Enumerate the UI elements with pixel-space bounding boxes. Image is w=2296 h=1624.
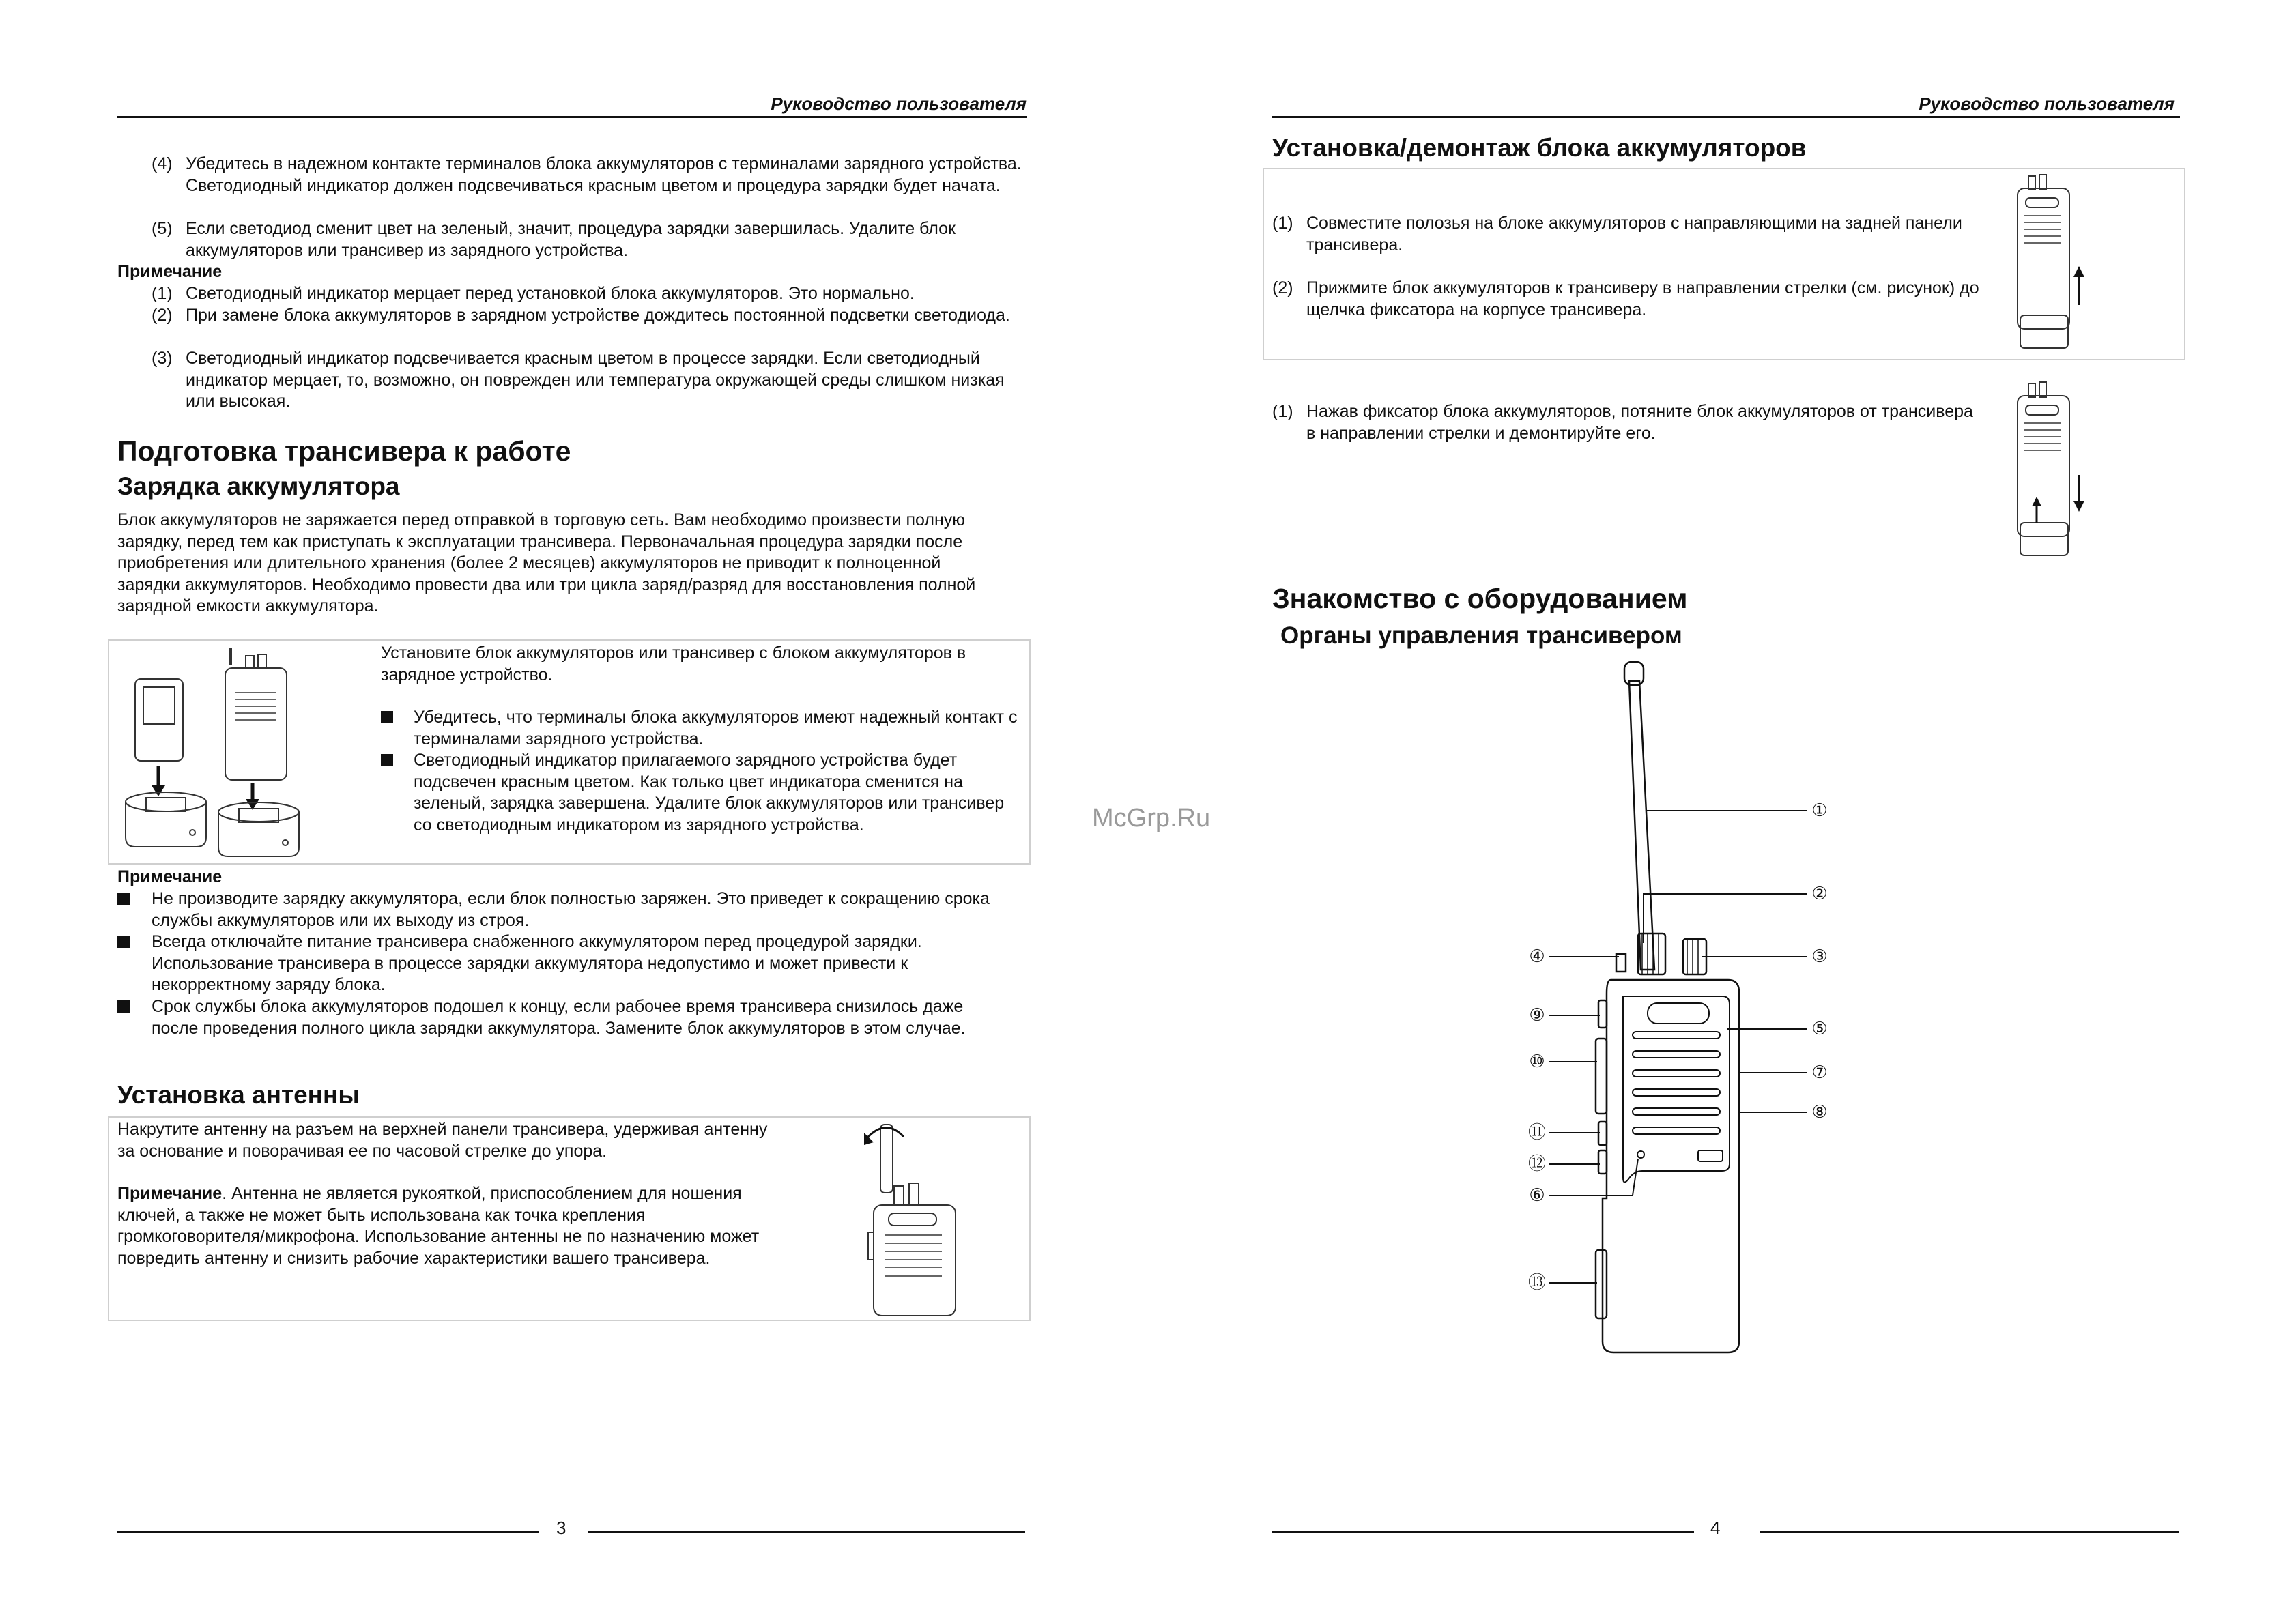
controls-title: Органы управления трансивером: [1280, 622, 1682, 649]
battery-title: Установка/демонтаж блока аккумуляторов: [1272, 134, 1807, 162]
callout-9: ⑨: [1529, 1005, 1545, 1026]
note-heading: Примечание: [117, 867, 223, 886]
bullet-square-icon: [381, 711, 393, 723]
antenna-note: Примечание. Антенна не является рукояткой, приспособлением для ношения ключей, а также не может быть использована как точка крепления громкоговорителя/микрофона. Использование антенны не по назначению может повредить антенну и снизить рабочие характеристики вашего трансивера.: [117, 1184, 760, 1268]
charger-intro: Установите блок аккумуляторов или трансивер с блоком аккумуляторов в зарядное устройство.: [381, 643, 966, 684]
ptt-button: [1596, 1039, 1607, 1114]
header-rule: [117, 116, 1027, 118]
watermark: McGrp.Ru: [1092, 804, 1211, 832]
callout-2: ②: [1811, 884, 1828, 904]
bullet-square-icon: [117, 936, 130, 948]
charging-paragraph: Блок аккумуляторов не заряжается перед отправкой в торговую сеть. Вам необходимо произвести полную зарядку, перед тем как приступать к эксплуатации трансивера. Первоначальная процедура зарядки после приобретения или длительного хранения (более 2 месяцев) аккумуляторов не приводит к полноценной зарядки аккумуляторов. Необходимо провести два или три цикла заряд/разряд для восстановления полной зарядной емкости аккумулятора.: [117, 510, 976, 615]
bullet-square-icon: [117, 893, 130, 905]
battery-remove-illustration: [2008, 379, 2097, 564]
running-header: Руководство пользователя: [771, 93, 1027, 114]
bullet-square-icon: [117, 1000, 130, 1013]
callout-13: ⑬: [1527, 1273, 1547, 1293]
antenna-illustration: [846, 1118, 976, 1316]
left-page: Руководство пользователя (4) Убедитесь в надежном контакте терминалов блока аккумуляторов с терминалами зарядного устройства. Светодиодный индикатор должен подсвечиваться красным цветом и процедура зарядки будет начата. (5) Если светодиод сменит цвет на зеленый, значит, процедура зарядки завершилась. Удалите блок аккумуляторов или трансивер из зарядного устройства. Примечание (1) Светодиодный индикатор мерцает перед установкой блока аккумуляторов. Это нормально. (2) При замене блока аккумуляторов в зарядном устройстве дождитесь постоянной подсветки светодиода. (3) Светодиодный индикатор подсвечивается красным цветом в процессе зарядки. Если светодиодный индикатор мерцает, то, возможно, он поврежден или температура окружающей среды слишком низкая или высокая. Подготовка трансивера к работе Зарядка аккумулятора Блок аккумуляторов не заряжается перед отправкой в торговую сеть. Вам необходимо произвести полную зарядку, перед тем как приступать к эксплуатации трансивера. Первоначальная процедура зарядки после приобретения или длительного хранения (более 2 месяцев) аккумуляторов не приводит к полноценной зарядки аккумуляторов. Необходимо провести два или три цикла заряд/разряд для восстановления полной зарядной емкости аккумулятора. Установите блок аккумуляторов или трансивер с блоком аккумуляторов в зарядное устройство. Убедитесь, что терминалы блока аккумуляторов имеют надежный контакт с терминалами зарядного устройства. Светодиодный индикатор прилагаемого зарядного устройства будет подсвечен красным цветом. Как только цвет индикатора сменится на зеленый, зарядка завершена. Удалите блок аккумуляторов или трансивер со светодиодным индикатором из зарядного устройства. Примечание Не производите зарядку аккумулятора, если блок полностью заряжен. Это приведет к сокращению срока службы аккумуляторов или их выходу из строя. Всегда отключайте питание трансивера снабженного аккумулятором перед процедурой зарядки. Использование трансивера в процессе зарядки аккумулятора недопустимо и может привести к некорректному заряду блока. Срок службы блока аккумуляторов подошел к концу, если рабочее время трансивера снизилось даже после проведения полного цикла зарядки аккумулятора. Замените блок аккумуляторов в этом случае. Установка антенны Накрутите антенну на разъем на верхней панели трансивера, удерживая антенну за основание и поворачивая ее по часовой стрелке до упора. Примечание. Антенна не является рукояткой, приспособлением для ношения ключей, а также не может быть использована как точка крепления громкоговорителя/микрофона. Использование антенны не по назначению может повредить антенну и снизить рабочие характеристики вашего трансивера. 3: [0, 0, 1148, 1624]
list-item: (4) Убедитесь в надежном контакте терминалов блока аккумуляторов с терминалами зарядного устройства. Светодиодный индикатор должен подсвечиваться красным цветом и процедура зарядки будет начата.: [152, 154, 1022, 195]
callout-1: ①: [1811, 800, 1828, 821]
battery-latch: [1596, 1250, 1607, 1318]
header-rule: [1272, 116, 2180, 118]
right-page: Руководство пользователя Установка/демонтаж блока аккумуляторов (1) Совместите полозья на блоке аккумуляторов с направляющими на задней панели трансивера. (2) Прижмите блок аккумуляторов к трансиверу в направлении стрелки (см. рисунок) до щелчка фиксатора на корпусе трансивера. (1) Нажав фиксатор блока аккумуляторов, потяните блок аккумуляторов от трансивера в направлении стрелки и демонтируйте его. Знакомство с оборудованием Органы управления трансивером ① ② ③ ④ ⑤ ⑥ ⑦ ⑧ ⑨ ⑩ ⑪ ⑫ ⑬ 4: [1148, 0, 2296, 1624]
antenna-paragraph: Накрутите антенну на разъем на верхней панели трансивера, удерживая антенну за основание и поворачивая ее по часовой стрелке до упора.: [117, 1120, 768, 1161]
callout-10: ⑩: [1529, 1052, 1545, 1072]
footer-rule-left: [117, 1531, 539, 1533]
callout-3: ③: [1811, 946, 1828, 967]
bullet-square-icon: [381, 754, 393, 766]
page-number: 3: [556, 1518, 566, 1538]
charger-illustration: [116, 645, 375, 860]
antenna-shape: [1629, 681, 1654, 970]
callout-7: ⑦: [1811, 1062, 1828, 1083]
callout-4: ④: [1529, 946, 1545, 967]
callout-12: ⑫: [1527, 1154, 1547, 1174]
callout-11: ⑪: [1527, 1122, 1547, 1143]
footer-rule-right: [588, 1531, 1025, 1533]
antenna-title: Установка антенны: [117, 1081, 360, 1109]
ptt-side-button: [1598, 1000, 1607, 1028]
running-header: Руководство пользователя: [1919, 93, 2175, 114]
side-button-2: [1598, 1150, 1607, 1174]
section-title: Подготовка трансивера к работе: [117, 435, 571, 467]
subsection-title: Зарядка аккумулятора: [117, 472, 400, 500]
battery-install-illustration: [2008, 172, 2097, 356]
note-heading: Примечание: [117, 262, 223, 281]
callout-8: ⑧: [1811, 1102, 1828, 1122]
page-number: 4: [1710, 1518, 1721, 1538]
transceiver-diagram: [1482, 659, 1837, 1362]
equipment-title: Знакомство с оборудованием: [1272, 583, 1688, 614]
list-item: (5) Если светодиод сменит цвет на зеленый, значит, процедура зарядки завершилась. Удалите блок аккумуляторов или трансивер из зарядного устройства.: [152, 219, 956, 260]
footer-rule-left: [1272, 1531, 1694, 1533]
footer-rule-right: [1760, 1531, 2179, 1533]
callout-5: ⑤: [1811, 1019, 1828, 1039]
callout-6: ⑥: [1529, 1185, 1545, 1206]
